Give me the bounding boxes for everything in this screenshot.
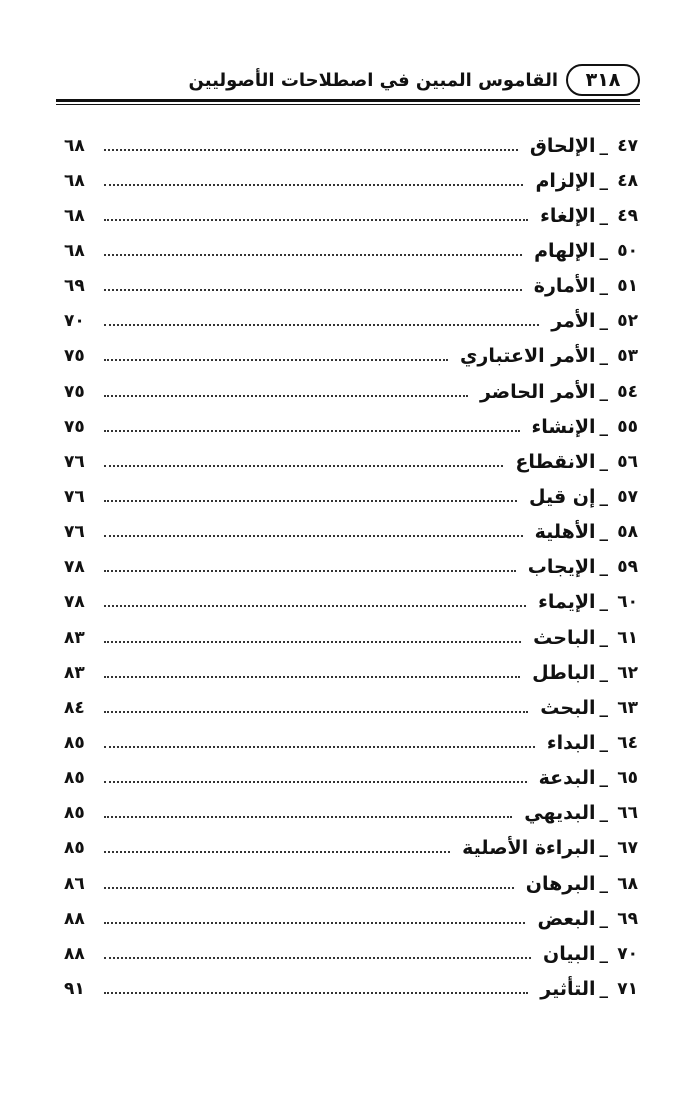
dot-leader — [104, 641, 521, 643]
table-of-contents — [64, 128, 638, 1007]
toc-entry-number: ٥٤ — [617, 381, 638, 402]
toc-entry-term: الأمر — [551, 310, 596, 333]
toc-entry-line — [64, 135, 638, 157]
toc-entry-number: ٥٨ — [617, 522, 638, 543]
dot-leader — [104, 957, 531, 959]
toc-entry-number: ٦٧ — [617, 838, 638, 859]
toc-entry-page: ٨٣ — [64, 627, 85, 648]
toc-entry-label — [526, 416, 638, 438]
toc-entry — [64, 444, 638, 479]
toc-entry — [64, 269, 638, 304]
toc-entry — [64, 409, 638, 444]
toc-entry-label — [528, 240, 638, 262]
toc-entry-term: الإلحاق — [529, 134, 596, 157]
dot-leader — [104, 570, 516, 572]
toc-entry-page: ٨٥ — [64, 803, 85, 824]
toc-entry — [64, 620, 638, 655]
toc-entry-term: البعض — [537, 907, 596, 930]
toc-entry-number: ٦٨ — [617, 873, 638, 894]
toc-entry-term: البيان — [542, 942, 596, 965]
toc-entry-dash: _ — [599, 311, 608, 332]
toc-entry-line — [64, 908, 638, 930]
toc-entry-dash: _ — [599, 276, 608, 297]
toc-entry-dash: _ — [599, 135, 608, 156]
toc-entry-number: ٥٥ — [617, 416, 638, 437]
toc-entry-page: ٧٨ — [64, 557, 85, 578]
toc-entry-label — [534, 978, 638, 1000]
toc-entry — [64, 198, 638, 233]
toc-entry-dash: _ — [599, 768, 608, 789]
toc-entry-page: ٧٥ — [64, 346, 85, 367]
toc-entry-label — [534, 697, 638, 719]
toc-entry-page: ٧٦ — [64, 522, 85, 543]
toc-entry-page: ٧٥ — [64, 416, 85, 437]
toc-entry-line — [64, 381, 638, 403]
toc-entry-label — [520, 873, 638, 895]
toc-entry-line — [64, 662, 638, 684]
toc-entry-label — [456, 837, 638, 859]
toc-entry-term: البدعة — [538, 767, 596, 790]
dot-leader — [104, 676, 520, 678]
toc-entry-term: التأثير — [540, 977, 596, 1000]
toc-entry-line — [64, 451, 638, 473]
dot-leader — [104, 324, 539, 326]
toc-entry-number: ٦٢ — [617, 662, 638, 683]
header-rule-thin — [56, 104, 640, 105]
toc-entry-term: البحث — [540, 696, 596, 719]
toc-entry-label — [529, 521, 638, 543]
toc-entry-label — [474, 381, 638, 403]
toc-entry-term: البرهان — [525, 872, 596, 895]
toc-entry — [64, 339, 638, 374]
toc-entry-line — [64, 310, 638, 332]
dot-leader — [104, 219, 528, 221]
book-title: القاموس المبين في اصطلاحات الأصوليين — [188, 70, 558, 91]
toc-entry-line — [64, 240, 638, 262]
page-number: ٣١٨ — [566, 64, 640, 96]
toc-entry-label — [524, 135, 638, 157]
toc-entry-label — [529, 170, 638, 192]
toc-entry — [64, 163, 638, 198]
toc-entry-number: ٧١ — [617, 978, 638, 999]
toc-entry-page: ٨٦ — [64, 873, 85, 894]
toc-entry-page: ٨٥ — [64, 768, 85, 789]
toc-entry-term: الأمر الحاضر — [479, 380, 596, 403]
toc-entry-dash: _ — [599, 416, 608, 437]
header-rule-thick — [56, 99, 640, 102]
toc-entry-label — [518, 802, 638, 824]
toc-entry-number: ٦٠ — [617, 592, 638, 613]
toc-entry-number: ٦٩ — [617, 908, 638, 929]
toc-entry-term: الباطل — [532, 661, 596, 684]
toc-entry-label — [527, 627, 638, 649]
toc-entry-dash: _ — [599, 240, 608, 261]
toc-entry — [64, 796, 638, 831]
toc-entry-dash: _ — [599, 697, 608, 718]
toc-entry-line — [64, 697, 638, 719]
dot-leader — [104, 887, 514, 889]
dot-leader — [104, 922, 525, 924]
toc-entry-page: ٦٨ — [64, 240, 85, 261]
dot-leader — [104, 746, 535, 748]
toc-entry-label — [454, 345, 638, 367]
toc-entry-page: ٨٤ — [64, 697, 85, 718]
toc-entry — [64, 233, 638, 268]
toc-entry-dash: _ — [599, 908, 608, 929]
dot-leader — [104, 430, 520, 432]
toc-entry-dash: _ — [599, 522, 608, 543]
toc-entry-line — [64, 205, 638, 227]
toc-entry-page: ٨٥ — [64, 838, 85, 859]
dot-leader — [104, 816, 512, 818]
toc-entry-dash: _ — [599, 170, 608, 191]
toc-entry-term: الباحث — [533, 626, 596, 649]
toc-entry-page: ٨٨ — [64, 943, 85, 964]
toc-entry-dash: _ — [599, 943, 608, 964]
toc-entry-label — [537, 943, 638, 965]
toc-entry — [64, 866, 638, 901]
toc-entry-number: ٦٤ — [617, 732, 638, 753]
dot-leader — [104, 184, 523, 186]
dot-leader — [104, 535, 523, 537]
toc-entry-number: ٥٦ — [617, 451, 638, 472]
toc-entry — [64, 690, 638, 725]
toc-entry — [64, 936, 638, 971]
toc-entry-number: ٥٩ — [617, 557, 638, 578]
toc-entry — [64, 374, 638, 409]
toc-entry-line — [64, 767, 638, 789]
toc-entry-dash: _ — [599, 205, 608, 226]
toc-entry-page: ٧٠ — [64, 311, 85, 332]
toc-entry — [64, 515, 638, 550]
toc-entry-line — [64, 170, 638, 192]
toc-entry-label — [522, 556, 638, 578]
toc-entry-dash: _ — [599, 803, 608, 824]
toc-entry — [64, 550, 638, 585]
toc-entry-number: ٤٧ — [617, 135, 638, 156]
toc-entry-page: ٦٨ — [64, 135, 85, 156]
toc-entry-term: الإيجاب — [527, 556, 596, 579]
toc-entry-label — [509, 451, 638, 473]
toc-entry-page: ٧٦ — [64, 486, 85, 507]
toc-entry — [64, 725, 638, 760]
toc-entry-label — [523, 486, 638, 508]
dot-leader — [104, 851, 450, 853]
running-header — [56, 64, 640, 104]
toc-entry — [64, 479, 638, 514]
toc-entry-page: ٨٥ — [64, 732, 85, 753]
toc-entry-line — [64, 802, 638, 824]
dot-leader — [104, 395, 468, 397]
toc-entry-page: ٦٨ — [64, 170, 85, 191]
toc-entry-page: ٧٥ — [64, 381, 85, 402]
toc-entry-line — [64, 416, 638, 438]
dot-leader — [104, 605, 526, 607]
dot-leader — [104, 289, 522, 291]
toc-entry-dash: _ — [599, 381, 608, 402]
toc-entry-label — [528, 275, 638, 297]
dot-leader — [104, 465, 503, 467]
toc-entry-dash: _ — [599, 838, 608, 859]
toc-entry-number: ٥٠ — [617, 240, 638, 261]
toc-entry-term: إن قيل — [529, 485, 596, 508]
toc-entry-term: الإلهام — [534, 239, 596, 262]
toc-entry-term: البداء — [546, 731, 596, 754]
toc-entry-number: ٦٣ — [617, 697, 638, 718]
toc-entry-term: البراءة الأصلية — [462, 837, 596, 860]
toc-entry-line — [64, 521, 638, 543]
toc-entry — [64, 901, 638, 936]
toc-entry-dash: _ — [599, 978, 608, 999]
dot-leader — [104, 992, 528, 994]
toc-entry-term: الأمارة — [533, 275, 596, 298]
toc-entry-line — [64, 486, 638, 508]
toc-entry-dash: _ — [599, 873, 608, 894]
toc-entry-number: ٥٣ — [617, 346, 638, 367]
toc-entry-label — [532, 591, 638, 613]
toc-entry — [64, 128, 638, 163]
toc-entry-line — [64, 837, 638, 859]
toc-entry-dash: _ — [599, 592, 608, 613]
toc-entry-number: ٧٠ — [617, 943, 638, 964]
toc-entry-line — [64, 943, 638, 965]
toc-entry-page: ٧٨ — [64, 592, 85, 613]
toc-entry-page: ٩١ — [64, 978, 85, 999]
toc-entry-term: الإنشاء — [531, 415, 596, 438]
dot-leader — [104, 254, 522, 256]
toc-entry-number: ٥١ — [617, 276, 638, 297]
toc-entry-dash: _ — [599, 627, 608, 648]
toc-entry — [64, 761, 638, 796]
toc-entry-label — [531, 908, 638, 930]
toc-entry-page: ٨٨ — [64, 908, 85, 929]
dot-leader — [104, 500, 517, 502]
toc-entry-dash: _ — [599, 662, 608, 683]
toc-entry-page: ٦٨ — [64, 205, 85, 226]
toc-entry-number: ٦٦ — [617, 803, 638, 824]
toc-entry-page: ٧٦ — [64, 451, 85, 472]
toc-entry-number: ٥٧ — [617, 486, 638, 507]
toc-entry-line — [64, 978, 638, 1000]
toc-entry-page: ٦٩ — [64, 276, 85, 297]
toc-entry — [64, 585, 638, 620]
toc-entry — [64, 831, 638, 866]
toc-entry-line — [64, 275, 638, 297]
toc-entry-label — [534, 205, 638, 227]
dot-leader — [104, 781, 527, 783]
toc-entry-page: ٨٣ — [64, 662, 85, 683]
toc-entry-line — [64, 556, 638, 578]
toc-entry-dash: _ — [599, 346, 608, 367]
toc-entry-dash: _ — [599, 732, 608, 753]
toc-entry-dash: _ — [599, 486, 608, 507]
toc-entry-line — [64, 627, 638, 649]
toc-entry-number: ٤٨ — [617, 170, 638, 191]
toc-entry — [64, 971, 638, 1006]
toc-entry-term: الإيماء — [538, 591, 596, 614]
toc-entry-term: الإلزام — [535, 169, 596, 192]
toc-entry-term: الانقطاع — [515, 450, 596, 473]
toc-entry-number: ٦١ — [617, 627, 638, 648]
toc-entry-dash: _ — [599, 451, 608, 472]
toc-entry-number: ٦٥ — [617, 768, 638, 789]
toc-entry-term: الإلغاء — [540, 204, 596, 227]
toc-entry-label — [541, 732, 638, 754]
dot-leader — [104, 359, 448, 361]
toc-entry-line — [64, 873, 638, 895]
toc-entry-line — [64, 345, 638, 367]
toc-entry-label — [526, 662, 638, 684]
dot-leader — [104, 711, 528, 713]
toc-entry-line — [64, 591, 638, 613]
toc-entry-number: ٤٩ — [617, 205, 638, 226]
toc-entry — [64, 655, 638, 690]
toc-entry-dash: _ — [599, 557, 608, 578]
toc-entry-term: الأهلية — [534, 521, 596, 544]
dot-leader — [104, 149, 518, 151]
toc-entry-label — [533, 767, 638, 789]
toc-entry-line — [64, 732, 638, 754]
toc-entry — [64, 304, 638, 339]
toc-entry-label — [545, 310, 638, 332]
toc-entry-term: البديهي — [524, 802, 596, 825]
toc-entry-number: ٥٢ — [617, 311, 638, 332]
toc-entry-term: الأمر الاعتباري — [460, 345, 596, 368]
